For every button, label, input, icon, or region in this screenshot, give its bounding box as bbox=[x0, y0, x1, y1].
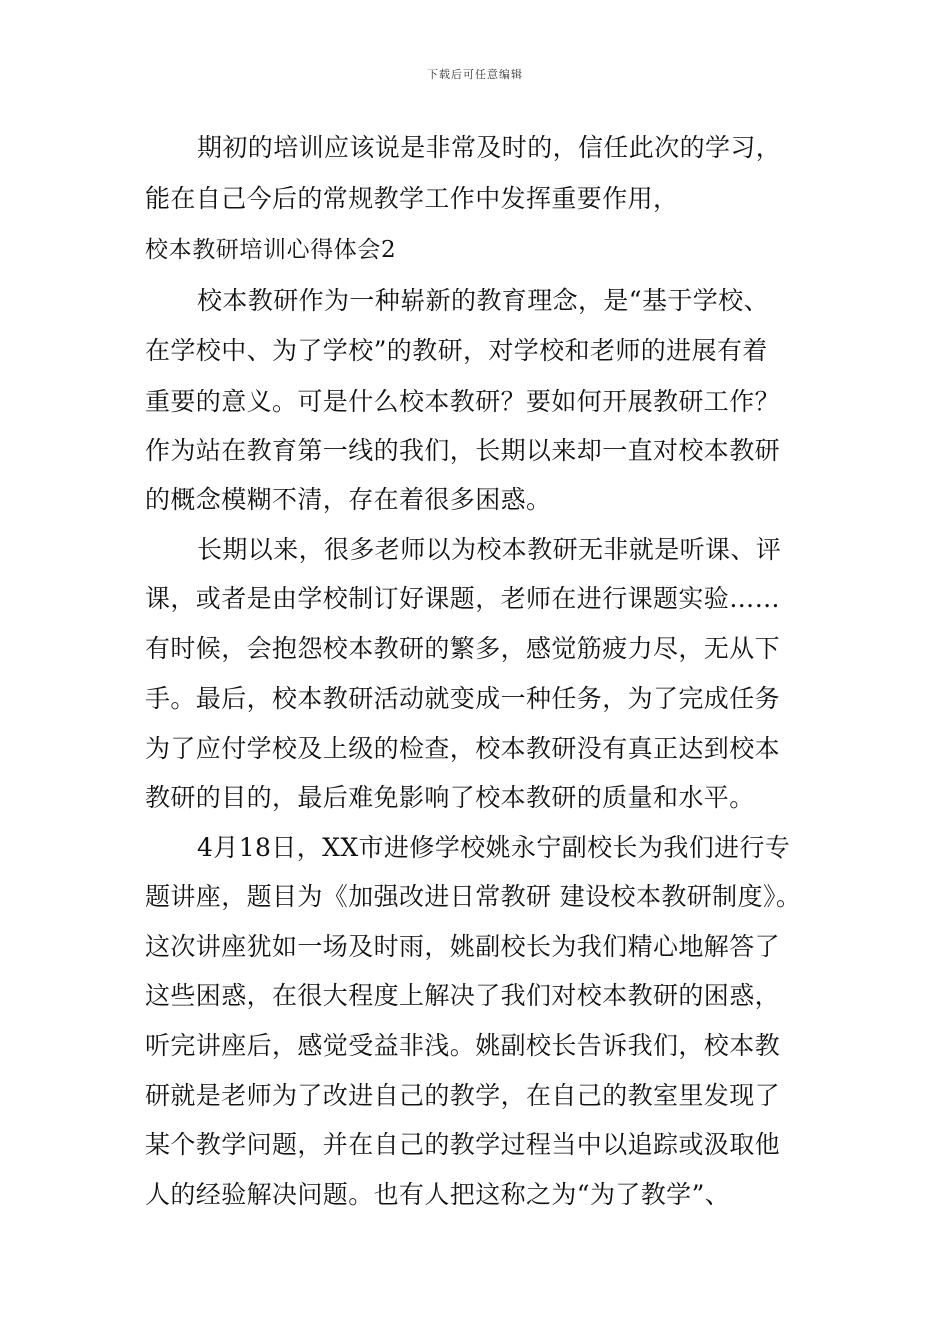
text-line: 为了应付学校及上级的检查，校本教研没有真正达到校本 bbox=[145, 734, 781, 763]
text-line: 听完讲座后，感觉受益非浅。姚副校长告诉我们，校本教 bbox=[145, 1031, 781, 1060]
text-line: 这次讲座犹如一场及时雨，姚副校长为我们精心地解答了 bbox=[145, 932, 781, 961]
text-line: 4月18日，XX市进修学校姚永宁副校长为我们进行专 bbox=[197, 833, 791, 862]
text-line: 题讲座，题目为《加强改进日常教研 建设校本教研制度》。 bbox=[145, 882, 802, 911]
text-line: 校本教研作为一种崭新的教育理念，是“基于学校、 bbox=[197, 286, 769, 315]
text-line: 能在自己今后的常规教学工作中发挥重要作用， bbox=[145, 184, 679, 213]
text-line: 教研的目的，最后难免影响了校本教研的质量和水平。 bbox=[145, 783, 755, 812]
text-line: 重要的意义。可是什么校本教研？要如何开展教研工作？ bbox=[145, 387, 781, 416]
text-line: 课，或者是由学校制订好课题，老师在进行课题实验…… bbox=[145, 584, 781, 613]
text-line: 的概念模糊不清，存在着很多困惑。 bbox=[145, 485, 552, 514]
text-line: 某个教学问题，并在自己的教学过程当中以追踪或汲取他 bbox=[145, 1130, 781, 1159]
text-line: 这些困惑，在很大程度上解决了我们对校本教研的困惑， bbox=[145, 981, 781, 1010]
text-line: 在学校中、为了学校”的教研，对学校和老师的进展有着 bbox=[145, 336, 768, 365]
text-line: 作为站在教育第一线的我们，长期以来却一直对校本教研 bbox=[145, 436, 781, 465]
text-line: 有时候，会抱怨校本教研的繁多，感觉筋疲力尽，无从下 bbox=[145, 634, 781, 663]
text-line: 长期以来，很多老师以为校本教研无非就是听课、评 bbox=[197, 535, 782, 564]
text-line: 人的经验解决问题。也有人把这称之为“为了教学”、 bbox=[145, 1180, 731, 1209]
section-heading: 校本教研培训心得体会2 bbox=[145, 237, 397, 263]
text-line: 手。最后，校本教研活动就变成一种任务，为了完成任务 bbox=[145, 684, 781, 713]
download-note: 下载后可任意编辑 bbox=[427, 68, 523, 81]
text-line: 研就是老师为了改进自己的教学，在自己的教室里发现了 bbox=[145, 1081, 781, 1110]
text-line: 期初的培训应该说是非常及时的，信任此次的学习， bbox=[197, 133, 782, 162]
